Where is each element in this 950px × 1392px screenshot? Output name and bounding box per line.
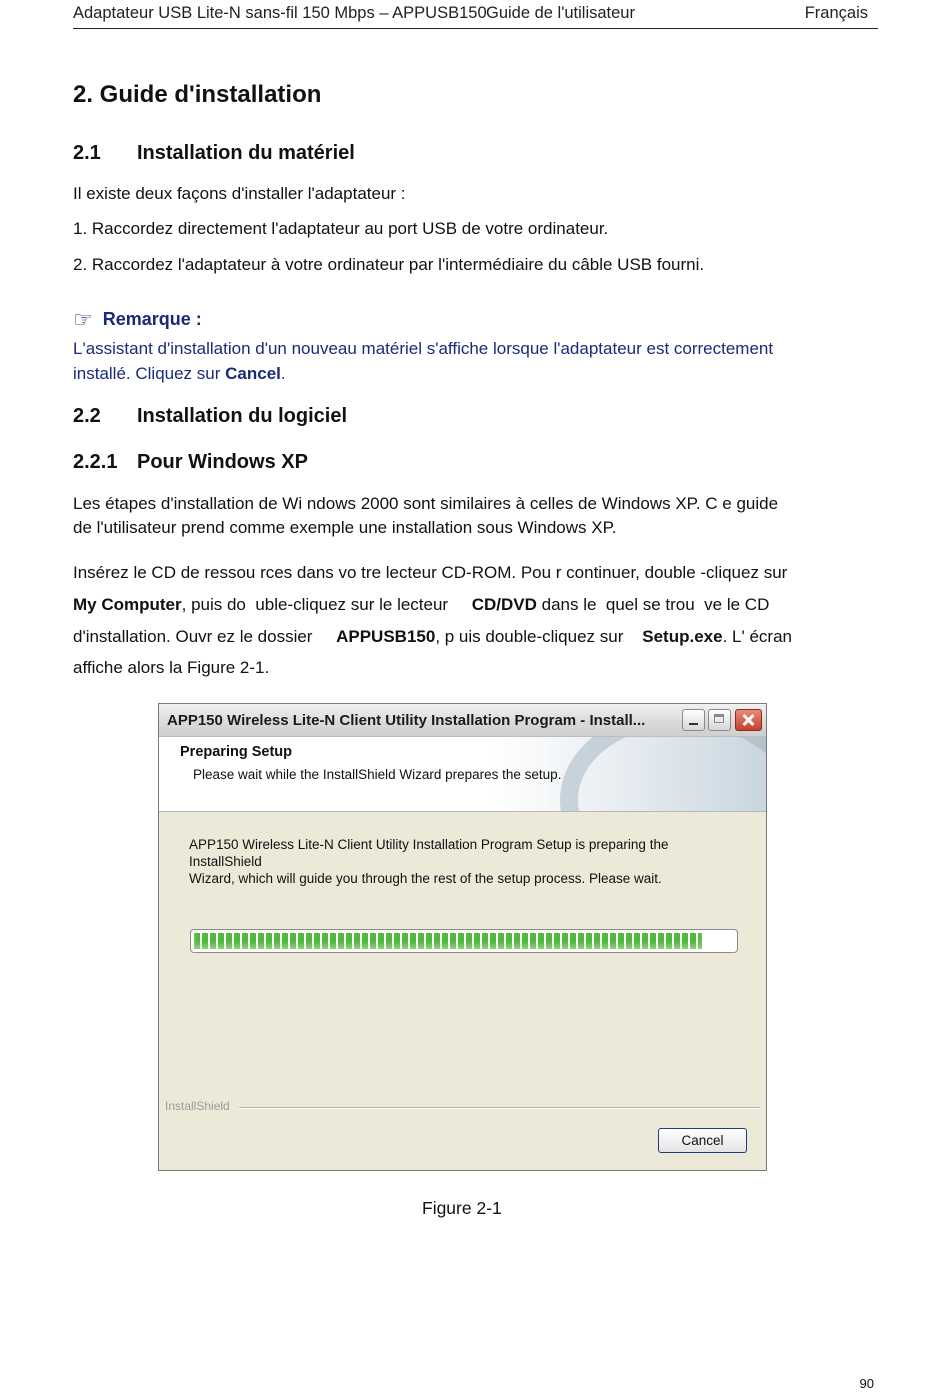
banner-swoosh-graphic — [560, 737, 766, 812]
para2-text: dans le quel se trou ve le CD — [536, 595, 770, 614]
dialog-separator — [239, 1107, 760, 1109]
dialog-banner — [159, 737, 766, 812]
para1-line-1: Les étapes d'installation de Wi ndows 2000 sont similaires à celles de Windows XP. C e guide — [73, 494, 779, 513]
note-line-2 — [73, 361, 286, 386]
progress-bar — [190, 929, 738, 953]
heading-2-2-1 — [73, 451, 308, 474]
heading-2-2-1-title: Pour Windows XP — [137, 451, 308, 473]
header-guide: Guide de l'utilisateur — [486, 4, 635, 22]
dialog-body-line-2: Wizard, which will guide you through the rest of the setup process. Please wait. — [189, 871, 662, 886]
header-language: Français — [804, 4, 868, 22]
intro-text: Il existe deux façons d'installer l'adaptateur : — [73, 184, 406, 203]
para1-line-2: de l'utilisateur prend comme exemple une installation sous Windows XP. — [73, 518, 617, 537]
banner-subtitle: Please wait while the InstallShield Wizard prepares the setup. — [193, 767, 562, 782]
dialog-body-line-1: APP150 Wireless Lite-N Client Utility Installation Program Setup is preparing the InstallShield — [189, 837, 669, 869]
pointing-hand-icon: ☞ — [73, 307, 93, 332]
note-period: . — [280, 364, 286, 383]
heading-2-1-number: 2.1 — [73, 142, 101, 164]
para2-line-1: Insérez le CD de ressou rces dans vo tre lecteur CD-ROM. Pou r continuer, double -cliquez sur — [73, 563, 788, 582]
figure-caption: Figure 2-1 — [422, 1198, 502, 1218]
page-header — [73, 2, 878, 29]
dialog-body — [189, 836, 729, 887]
installshield-dialog — [158, 703, 767, 1171]
dialog-title: APP150 Wireless Lite-N Client Utility Installation Program - Install... — [167, 712, 646, 729]
my-computer-term: My Computer — [73, 595, 182, 614]
note-text: installé. Cliquez sur — [73, 364, 226, 383]
banner-title: Preparing Setup — [180, 744, 292, 760]
heading-2-1 — [73, 142, 355, 165]
setup-exe-term: Setup.exe — [642, 627, 723, 646]
para2-line-4: affiche alors la Figure 2-1. — [73, 658, 270, 677]
installshield-brand: InstallShield — [165, 1099, 230, 1113]
maximize-icon[interactable] — [708, 709, 731, 731]
folder-name-term: APPUSB150 — [336, 627, 436, 646]
para2-line-3 — [73, 624, 792, 649]
section-title: 2. Guide d'installation — [73, 81, 322, 108]
para2-line-2 — [73, 592, 769, 617]
cancel-button[interactable]: Cancel — [658, 1128, 747, 1153]
close-icon[interactable] — [735, 709, 762, 731]
header-product: Adaptateur USB Lite-N sans-fil 150 Mbps – APPUSB150 — [73, 4, 487, 22]
note-cancel-word: Cancel — [225, 364, 281, 383]
note-line-1: L'assistant d'installation d'un nouveau matériel s'affiche lorsque l'adaptateur est correctement — [73, 339, 774, 358]
para2-text: d'installation. Ouvr ez le dossier — [73, 627, 337, 646]
note-heading — [73, 307, 202, 333]
list-item-1: 1. Raccordez directement l'adaptateur au port USB de votre ordinateur. — [73, 219, 609, 238]
heading-2-2-title: Installation du logiciel — [137, 405, 348, 427]
cd-dvd-term: CD/DVD — [471, 595, 537, 614]
dialog-titlebar[interactable] — [159, 704, 766, 737]
list-item-2: 2. Raccordez l'adaptateur à votre ordinateur par l'intermédiaire du câble USB fourni. — [73, 255, 705, 274]
heading-2-2-1-number: 2.2.1 — [73, 451, 118, 473]
para2-text: , p uis double-cliquez sur — [435, 627, 643, 646]
page-number: 90 — [859, 1376, 874, 1391]
para2-text: , puis do uble-cliquez sur le lecteur — [181, 595, 472, 614]
note-title: Remarque : — [102, 309, 202, 329]
minimize-icon[interactable] — [682, 709, 705, 731]
heading-2-2 — [73, 405, 347, 428]
heading-2-1-title: Installation du matériel — [137, 142, 355, 164]
para2-text: . L' écran — [722, 627, 792, 646]
heading-2-2-number: 2.2 — [73, 405, 101, 427]
progress-fill — [194, 933, 702, 949]
